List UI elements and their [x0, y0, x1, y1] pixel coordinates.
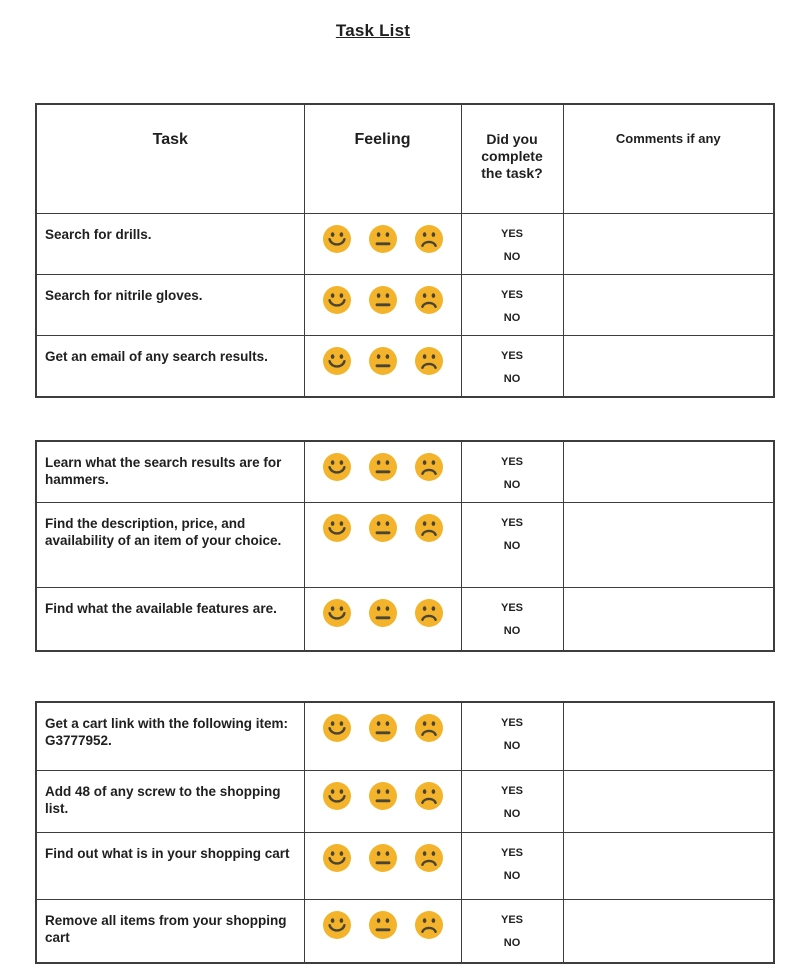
no-option-label: NO — [503, 250, 521, 263]
feeling-rating-cell — [304, 588, 461, 651]
neutral-face-icon — [368, 910, 398, 940]
task-table-section-1 — [35, 103, 775, 398]
happy-face-icon — [322, 598, 352, 628]
yes-option-label: YES — [500, 455, 523, 468]
happy-face-icon — [322, 513, 352, 543]
complete-cell — [461, 441, 563, 503]
column-header-comments: Comments if any — [563, 104, 774, 213]
task-table-section-3 — [35, 701, 775, 964]
neutral-face-icon — [368, 452, 398, 482]
feeling-rating-cell — [304, 441, 461, 503]
yes-option-label: YES — [500, 716, 523, 729]
feeling-rating-cell — [304, 274, 461, 335]
neutral-face-icon — [368, 224, 398, 254]
complete-cell — [461, 213, 563, 274]
yes-option-label: YES — [500, 785, 523, 797]
feeling-rating-cell — [304, 335, 461, 397]
comments-cell — [563, 900, 774, 963]
sad-face-icon — [414, 346, 444, 376]
task-description: Get a cart link with the following item: G3777952. — [36, 702, 304, 771]
yes-option-label: YES — [500, 288, 523, 301]
complete-cell — [461, 833, 563, 900]
neutral-face-icon — [368, 713, 398, 743]
task-row — [36, 588, 774, 651]
task-description: Learn what the search results are for hammers. — [36, 441, 304, 503]
task-row — [36, 900, 774, 963]
task-description: Remove all items from your shopping cart — [36, 900, 304, 963]
yes-option-label: YES — [500, 602, 523, 614]
task-description: Add 48 of any screw to the shopping list. — [36, 771, 304, 833]
task-row — [36, 213, 774, 274]
comments-cell — [563, 335, 774, 397]
sad-face-icon — [414, 781, 444, 811]
complete-cell — [461, 771, 563, 833]
happy-face-icon — [322, 285, 352, 315]
feeling-rating-cell — [304, 900, 461, 963]
feeling-rating-cell — [304, 702, 461, 771]
comments-cell — [563, 588, 774, 651]
sad-face-icon — [414, 285, 444, 315]
task-description: Find out what is in your shopping cart — [36, 833, 304, 900]
table-header-row — [36, 104, 774, 213]
neutral-face-icon — [368, 285, 398, 315]
happy-face-icon — [322, 346, 352, 376]
complete-cell — [461, 503, 563, 588]
task-description: Search for nitrile gloves. — [36, 274, 304, 335]
sad-face-icon — [414, 513, 444, 543]
comments-cell — [563, 274, 774, 335]
comments-cell — [563, 833, 774, 900]
happy-face-icon — [322, 452, 352, 482]
feeling-rating-cell — [304, 503, 461, 588]
column-header-task: Task — [36, 104, 304, 213]
no-option-label: NO — [503, 540, 521, 552]
feeling-rating-cell — [304, 833, 461, 900]
happy-face-icon — [322, 713, 352, 743]
happy-face-icon — [322, 224, 352, 254]
task-row — [36, 503, 774, 588]
task-description: Get an email of any search results. — [36, 335, 304, 397]
neutral-face-icon — [368, 843, 398, 873]
no-option-label: NO — [503, 311, 521, 324]
comments-cell — [563, 702, 774, 771]
sad-face-icon — [414, 843, 444, 873]
no-option-label: NO — [503, 478, 521, 491]
task-description: Search for drills. — [36, 213, 304, 274]
task-row — [36, 335, 774, 397]
feeling-rating-cell — [304, 771, 461, 833]
complete-cell — [461, 335, 563, 397]
comments-cell — [563, 503, 774, 588]
happy-face-icon — [322, 910, 352, 940]
task-row — [36, 833, 774, 900]
complete-cell — [461, 588, 563, 651]
no-option-label: NO — [503, 739, 521, 752]
no-option-label: NO — [503, 870, 521, 882]
neutral-face-icon — [368, 346, 398, 376]
yes-option-label: YES — [500, 847, 523, 859]
yes-option-label: YES — [500, 227, 523, 240]
sad-face-icon — [414, 713, 444, 743]
sad-face-icon — [414, 452, 444, 482]
happy-face-icon — [322, 781, 352, 811]
complete-cell — [461, 274, 563, 335]
comments-cell — [563, 771, 774, 833]
no-option-label: NO — [503, 808, 521, 820]
yes-option-label: YES — [500, 517, 523, 529]
sad-face-icon — [414, 224, 444, 254]
task-description: Find the description, price, and availability of an item of your choice. — [36, 503, 304, 588]
comments-cell — [563, 441, 774, 503]
feeling-rating-cell — [304, 213, 461, 274]
sad-face-icon — [414, 910, 444, 940]
task-description: Find what the available features are. — [36, 588, 304, 651]
no-option-label: NO — [503, 937, 521, 949]
task-row — [36, 771, 774, 833]
neutral-face-icon — [368, 598, 398, 628]
no-option-label: NO — [503, 625, 521, 637]
neutral-face-icon — [368, 513, 398, 543]
no-option-label: NO — [503, 372, 521, 385]
task-row — [36, 274, 774, 335]
neutral-face-icon — [368, 781, 398, 811]
task-row — [36, 702, 774, 771]
page-title: Task List — [335, 21, 411, 40]
comments-cell — [563, 213, 774, 274]
task-row — [36, 441, 774, 503]
complete-cell — [461, 702, 563, 771]
yes-option-label: YES — [500, 349, 523, 362]
happy-face-icon — [322, 843, 352, 873]
yes-option-label: YES — [500, 914, 523, 926]
task-table-section-2 — [35, 440, 775, 652]
column-header-feeling: Feeling — [304, 104, 461, 213]
complete-cell — [461, 900, 563, 963]
column-header-complete: Did you complete the task? — [461, 104, 563, 213]
sad-face-icon — [414, 598, 444, 628]
task-tables-container — [35, 103, 773, 964]
